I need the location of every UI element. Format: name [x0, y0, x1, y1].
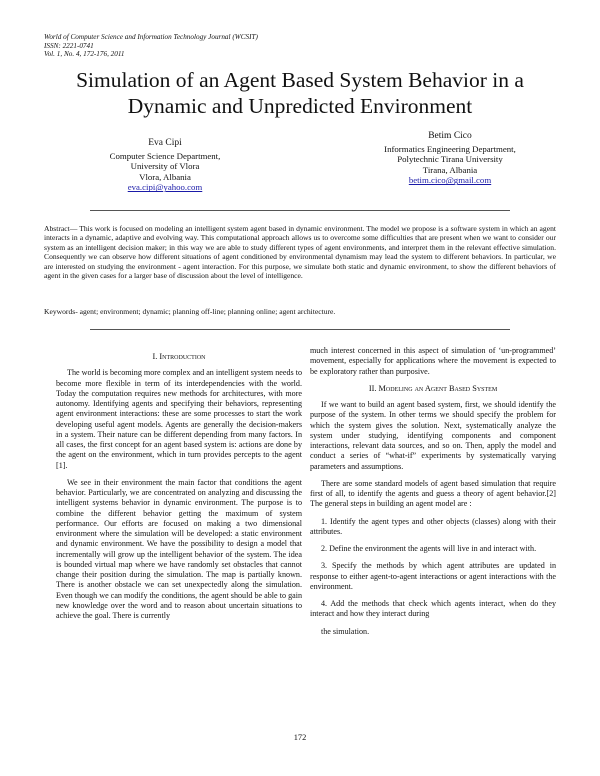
title-line-2: Dynamic and Unpredicted Environment	[127, 94, 473, 118]
list-item: 3. Specify the methods by which agent attributes are updated in response to either agent-to-agent interactions or agent interactions with the environment.	[310, 561, 556, 591]
author-affiliation: Vlora, Albania	[139, 171, 191, 182]
section-heading: II. Modeling an Agent Based System	[368, 383, 498, 393]
abstract-label: Abstract—	[44, 224, 78, 233]
abstract	[44, 224, 556, 280]
page-number: 172	[293, 733, 307, 742]
journal-header	[44, 33, 258, 59]
author-email-link[interactable]: betim.cico@gmail.com	[408, 175, 492, 186]
abstract-text: This work is focused on modeling an intelligent system agent based in dynamic environment. The model we propose is a software system in which an agent interacts in a dynamic, adaptive and evolving way. This computational approach allows us to overcome some difficulties that are present when we want to consider our system as an intelligent decision maker; in this way we are able to study different types of agent environments, and interpret them in the relevant effective simulation. Consequently we can observe how different situations of agent conditioned by environmental dynamism may lead the system to different behaviors. In particular, we are interested on studying the environment - agent interaction. For this purpose, we simulate both static and dynamic environment, to show the different behaviors of agent in the given cases for a larger base of discussion about the level of intelligence.	[44, 224, 556, 281]
list-item: 1. Identify the agent types and other objects (classes) along with their attributes.	[310, 516, 556, 536]
author-affiliation: Computer Science Department,	[109, 150, 221, 161]
author-affiliation: Tirana, Albania	[422, 164, 478, 175]
paper-title	[30, 67, 570, 119]
author-name: Eva Cipi	[148, 138, 182, 148]
paragraph: There are some standard models of agent based simulation that require first of all, to identify the agents and guess a theory of agent behavior.[2] The general steps in building an agent model are :	[310, 478, 556, 509]
divider	[90, 329, 510, 330]
paragraph: The world is becoming more complex and an intelligent system needs to become more flexible in term of its interdependencies with the world. Today the computation requires new methods for architectures, with more autonomy. Identifying agents and specifying their behaviors, representing agent environment interactions: these are some processes to start the work developing useful agent models. Agents are generally the decision-makers in a system. Their nature can be different depending from many factors. In all cases, the first concept for an agent based system is: actions are done by the agent on the environment, which in turn provides percepts to the agent [1].	[56, 368, 302, 470]
paragraph: the simulation.	[321, 626, 370, 636]
title-line-1: Simulation of an Agent Based System Behavior in a	[76, 68, 524, 92]
section-heading: I. Introduction	[152, 352, 206, 361]
paragraph: much interest concerned in this aspect of simulation of ‘un-programmed’ movement, especially for applications where the movement is expected to be exploratory rather than purposive.	[310, 346, 556, 376]
author-email-link[interactable]: eva.cipi@yahoo.com	[127, 182, 203, 193]
left-column	[56, 352, 302, 628]
list-item: 4. Add the methods that check which agents interact, when do they interact and how they interact during	[310, 599, 556, 619]
author-block-2	[335, 131, 565, 186]
author-affiliation: University of Vlora	[130, 161, 200, 172]
journal-volume: Vol. 1, No. 4, 172-176, 2011	[44, 50, 125, 59]
right-column	[310, 346, 556, 644]
keywords: Keywords- agent; environment; dynamic; planning off-line; planning online; agent architecture.	[44, 307, 336, 316]
list-item: 2. Define the environment the agents will live in and interact with.	[321, 544, 537, 553]
journal-name: World of Computer Science and Information Technology Journal (WCSIT)	[44, 33, 258, 41]
author-affiliation: Informatics Engineering Department,	[384, 143, 516, 154]
author-affiliation: Polytechnic Tirana University	[397, 154, 503, 165]
author-name: Betim Cico	[428, 131, 472, 141]
divider	[90, 210, 510, 211]
paragraph: We see in their environment the main factor that conditions the agent behavior. Particularly, we are concentrated on analyzing and discussing the intelligent systems behavior in dynamic environment. The purpose is to combine the different behavior getting the maximum of system performance. Our efforts are focused on making a two dimensional environment where the simulation will be developed: a static environment and dynamic environment. We have the possibility to design a model that incrementally will grow up the intelligent behavior of the system. The idea is bounded virtual map where we have randomly set obstacles that cannot change their position during the simulation. The map is partially known. There is another obstacle we can set unexpectedly along the simulation. Even though we can modify the conditions, the agent should be able to gain new knowledge over the word and to reason about uncertain situations to achieve the goal. There is currently	[56, 477, 302, 620]
author-block-1	[70, 138, 260, 193]
paragraph: If we want to build an agent based system, first, we should identify the purpose of the system. In other terms we should specify the problem for which the system gives the solution. Next, systematically analyze the system under studying, identifying components and component interactions, relevant data sources, and so on. Then, apply the model and conduct a series of “what-if” experiments by systematically varying parameters and assumptions.	[310, 400, 556, 471]
journal-issn: ISSN: 2221-0741	[44, 41, 94, 50]
